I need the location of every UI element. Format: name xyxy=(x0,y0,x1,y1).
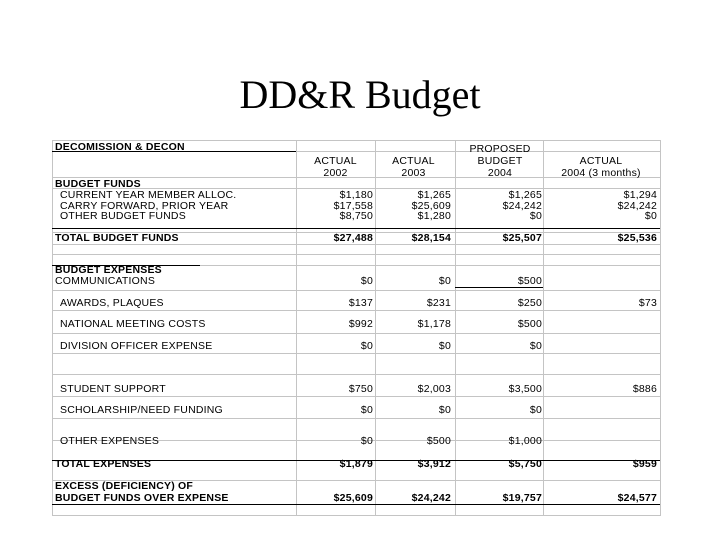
grid-line xyxy=(660,140,661,516)
cell-value: $3,500 xyxy=(508,383,542,395)
cell-value: $24,242 xyxy=(617,200,657,212)
cell-value: $1,265 xyxy=(417,189,451,201)
budget-funds-heading: BUDGET FUNDS xyxy=(55,178,141,190)
grid-line xyxy=(52,290,661,291)
col-header-actual-2004: ACTUAL 2004 (3 months) xyxy=(561,155,641,179)
row-label: CARRY FORWARD, PRIOR YEAR xyxy=(60,200,229,212)
row-label: NATIONAL MEETING COSTS xyxy=(60,318,206,330)
row-label: DIVISION OFFICER EXPENSE xyxy=(60,340,213,352)
cell-value: $24,242 xyxy=(502,200,542,212)
total-value: $25,536 xyxy=(617,232,657,244)
slide-title: DD&R Budget xyxy=(239,72,481,117)
rule-line xyxy=(455,287,543,288)
budget-spreadsheet xyxy=(52,140,661,516)
section-title: DECOMISSION & DECON xyxy=(55,141,185,153)
cell-value: $0 xyxy=(360,275,373,287)
rule-line xyxy=(52,504,660,505)
excess-label: EXCESS (DEFICIENCY) OF BUDGET FUNDS OVER EXPENSE xyxy=(55,480,229,504)
cell-value: $0 xyxy=(529,404,542,416)
grid-line xyxy=(52,254,661,255)
cell-value: $1,000 xyxy=(508,435,542,447)
excess-value: $25,609 xyxy=(333,492,373,504)
cell-value: $0 xyxy=(529,210,542,222)
budget-expenses-heading: BUDGET EXPENSES xyxy=(55,264,162,276)
excess-value: $19,757 xyxy=(502,492,542,504)
excess-value: $24,577 xyxy=(617,492,657,504)
row-label: CURRENT YEAR MEMBER ALLOC. xyxy=(60,189,237,201)
cell-value: $250 xyxy=(517,297,542,309)
cell-value: $0 xyxy=(360,340,373,352)
cell-value: $1,280 xyxy=(417,210,451,222)
row-label: OTHER EXPENSES xyxy=(60,435,160,447)
total-value: $5,750 xyxy=(508,458,542,470)
cell-value: $137 xyxy=(348,297,373,309)
col-header-actual-2002: ACTUAL 2002 xyxy=(314,155,357,179)
cell-value: $17,558 xyxy=(333,200,373,212)
cell-value: $992 xyxy=(348,318,373,330)
total-expenses-label: TOTAL EXPENSES xyxy=(55,458,152,470)
total-value: $1,879 xyxy=(339,458,373,470)
grid-line xyxy=(52,310,661,311)
row-label: AWARDS, PLAQUES xyxy=(60,297,164,309)
cell-value: $500 xyxy=(517,318,542,330)
cell-value: $1,178 xyxy=(417,318,451,330)
cell-value: $0 xyxy=(438,275,451,287)
grid-line xyxy=(52,374,661,375)
cell-value: $231 xyxy=(426,297,451,309)
row-label: OTHER BUDGET FUNDS xyxy=(60,210,186,222)
grid-line xyxy=(52,515,661,516)
total-budget-funds-label: TOTAL BUDGET FUNDS xyxy=(55,232,179,244)
cell-value: $2,003 xyxy=(417,383,451,395)
total-value: $27,488 xyxy=(333,232,373,244)
cell-value: $8,750 xyxy=(339,210,373,222)
total-value: $3,912 xyxy=(417,458,451,470)
grid-line xyxy=(52,333,661,334)
grid-line xyxy=(52,396,661,397)
cell-value: $1,180 xyxy=(339,189,373,201)
cell-value: $0 xyxy=(360,404,373,416)
grid-line xyxy=(52,244,661,245)
cell-value: $1,294 xyxy=(623,189,657,201)
row-label: SCHOLARSHIP/NEED FUNDING xyxy=(60,404,223,416)
cell-value: $0 xyxy=(438,340,451,352)
cell-value: $0 xyxy=(360,435,373,447)
col-header-actual-2003: ACTUAL 2003 xyxy=(392,155,435,179)
rule-line xyxy=(52,228,660,229)
row-label: STUDENT SUPPORT xyxy=(60,383,166,395)
cell-value: $0 xyxy=(644,210,657,222)
total-value: $959 xyxy=(632,458,657,470)
cell-value: $25,609 xyxy=(411,200,451,212)
cell-value: $750 xyxy=(348,383,373,395)
cell-value: $1,265 xyxy=(508,189,542,201)
total-value: $28,154 xyxy=(411,232,451,244)
cell-value: $0 xyxy=(438,404,451,416)
cell-value: $500 xyxy=(426,435,451,447)
total-value: $25,507 xyxy=(502,232,542,244)
cell-value: $500 xyxy=(517,275,542,287)
cell-value: $886 xyxy=(632,383,657,395)
grid-line xyxy=(52,353,661,354)
grid-line xyxy=(52,418,661,419)
excess-value: $24,242 xyxy=(411,492,451,504)
cell-value: $0 xyxy=(529,340,542,352)
row-label: COMMUNICATIONS xyxy=(55,275,156,287)
col-header-proposed-2004: PROPOSED BUDGET 2004 xyxy=(469,143,531,179)
cell-value: $73 xyxy=(638,297,657,309)
